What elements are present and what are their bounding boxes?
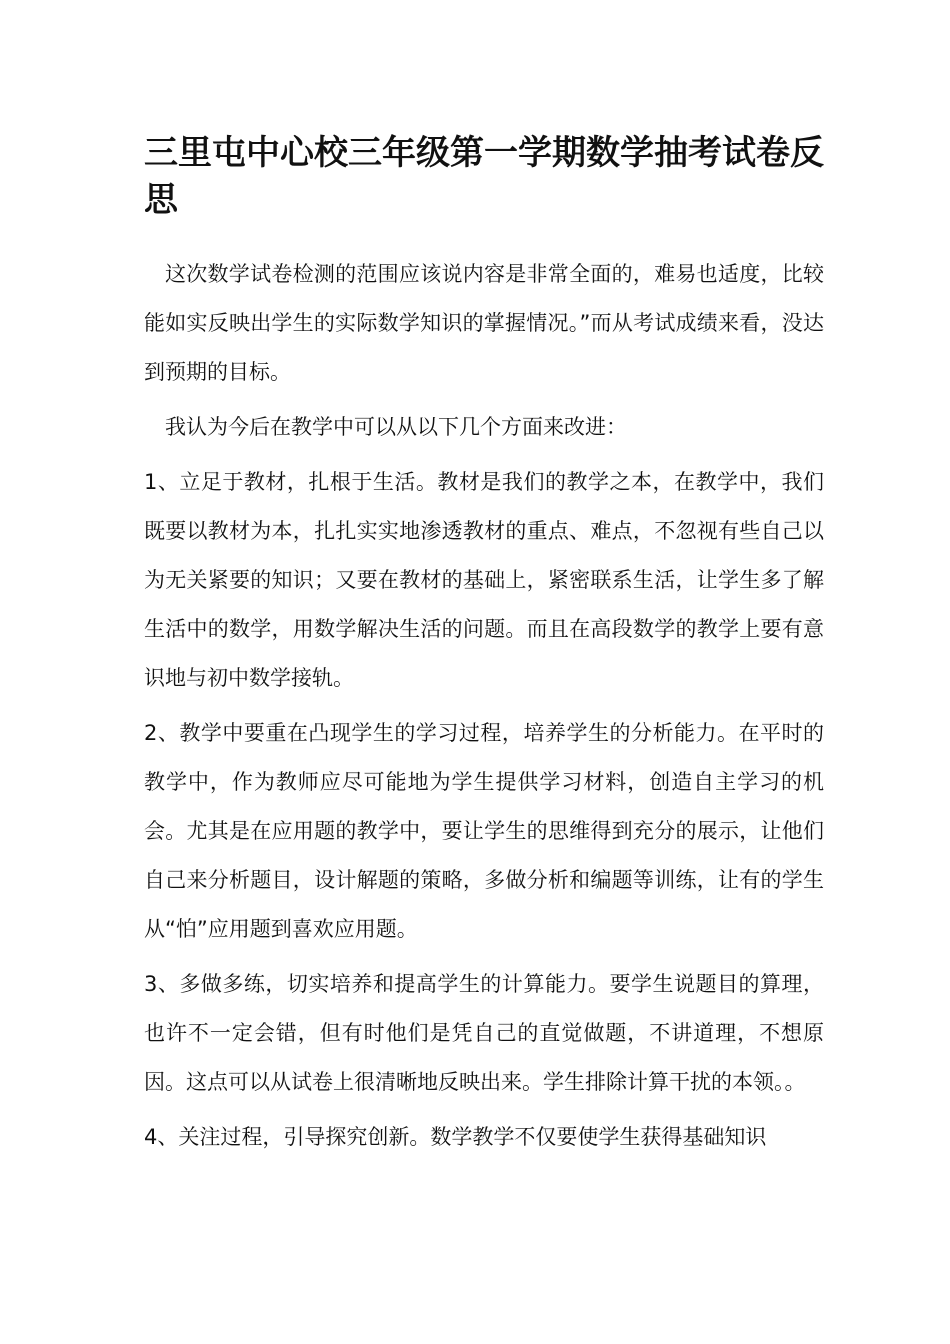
paragraph-point-2: 2、教学中要重在凸现学生的学习过程，培养学生的分析能力。在平时的教学中，作为教师应尽可能地为学生提供学习材料，创造自主学习的机会。尤其是在应用题的教学中，要让学生的思维得到充分的展示，让他们自己来分析题目，设计解题的策略，多做分析和编题等训练，让有的学生从“怕”应用题到喜欢应用题。 — [144, 721, 824, 941]
document-title: 三里屯中心校三年级第一学期数学抽考试卷反思 — [144, 133, 824, 220]
paragraph-point-4: 4、关注过程，引导探究创新。数学教学不仅要使学生获得基础知识 — [144, 1125, 767, 1149]
document-page — [144, 130, 824, 1168]
paragraph-point-3: 3、多做多练，切实培养和提高学生的计算能力。要学生说题目的算理，也许不一定会错，但有时他们是凭自己的直觉做题，不讲道理，不想原因。这点可以从试卷上很清晰地反映出来。学生排除计算干扰的本领。。 — [144, 972, 824, 1094]
paragraph-intro: 这次数学试卷检测的范围应该说内容是非常全面的，难易也适度，比较能如实反映出学生的实际数学知识的掌握情况。”而从考试成绩来看，没达到预期的目标。 — [144, 262, 824, 384]
paragraph-point-1: 1、立足于教材，扎根于生活。教材是我们的教学之本，在教学中，我们既要以教材为本，扎扎实实地渗透教材的重点、难点，不忽视有些自己以为无关紧要的知识；又要在教材的基础上，紧密联系生活，让学生多了解生活中的数学，用数学解决生活的问题。而且在高段数学的教学上要有意识地与初中数学接轨。 — [144, 470, 824, 690]
document-body — [144, 250, 824, 1162]
paragraph-improvements-lead: 我认为今后在教学中可以从以下几个方面来改进： — [165, 415, 627, 439]
